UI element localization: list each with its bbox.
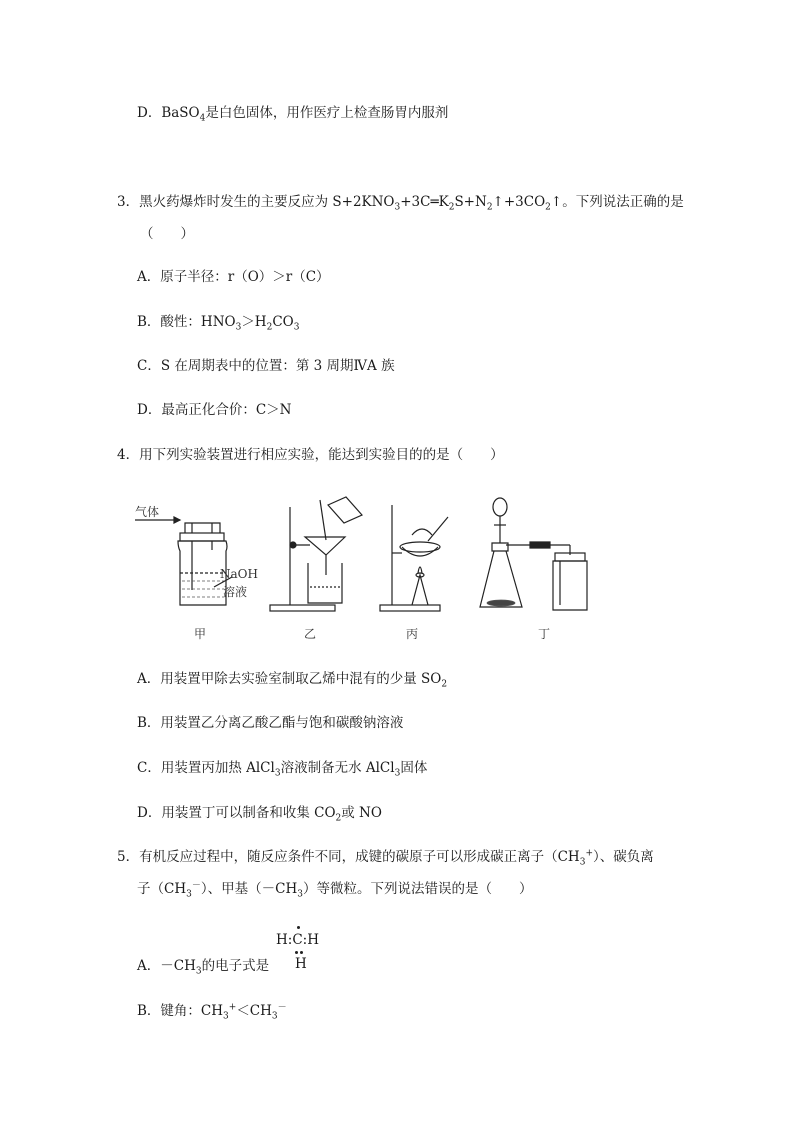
option-text: B．键角：CH: [137, 1003, 224, 1019]
stem-text: ）、碳负离: [592, 849, 654, 865]
subscript: 2: [448, 202, 455, 213]
q3-option-a: A．原子半径：r（O）＞r（C）: [137, 269, 330, 285]
apparatus-jia: [135, 517, 232, 605]
superscript: +: [228, 1002, 237, 1013]
option-text: CO: [272, 314, 294, 330]
stem-text: K: [438, 194, 449, 210]
q5-stem-line1: [117, 848, 654, 866]
option-text: 固体: [400, 760, 428, 776]
superscript: +: [585, 848, 593, 859]
q4-option-c: [137, 759, 427, 777]
subscript: 2: [266, 322, 273, 333]
lewis-dot-top: [297, 926, 300, 929]
option-text: D．用装置丁可以制备和收集 CO: [137, 805, 336, 821]
option-text: 溶液制备无水 AlCl: [280, 760, 395, 776]
apparatus-ding: [480, 498, 587, 610]
stem-text: ）等微粒。下列说法错误的是（ ）: [302, 881, 533, 897]
q3-paren: （ ）: [140, 226, 194, 242]
option-text: B．酸性：HNO: [137, 314, 236, 330]
label-jia: 甲: [194, 627, 207, 641]
label-gas: 气体: [135, 505, 160, 519]
superscript: －: [277, 1002, 287, 1013]
apparatus-svg: [130, 495, 610, 645]
subscript: 3: [195, 966, 202, 977]
q3-option-b: [137, 313, 299, 331]
lewis-row: H:C:H: [276, 932, 319, 948]
option-text: ＞H: [241, 314, 267, 330]
subscript: 3: [186, 889, 192, 900]
stem-text: 5．有机反应过程中，随反应条件不同，成键的碳原子可以形成碳正离子（CH: [117, 849, 580, 865]
option-text: ＜CH: [236, 1003, 272, 1019]
label-bing: 丙: [406, 627, 419, 641]
option-text: A．用装置甲除去实验室制取乙烯中混有的少量 SO: [137, 671, 442, 687]
label-ding: 丁: [538, 627, 551, 641]
label-solution: 溶液: [223, 585, 248, 599]
subscript: 3: [394, 202, 401, 213]
superscript: －: [191, 880, 201, 891]
subscript: 3: [579, 857, 586, 868]
subscript: 3: [293, 322, 300, 333]
lewis-dot-bottom-right: [300, 951, 303, 954]
q4-option-d: [137, 804, 382, 822]
stem-text: +3C: [400, 194, 431, 210]
stem-text: ）、甲基（－CH: [200, 881, 298, 897]
q4-option-b: B．用装置乙分离乙酸乙酯与饱和碳酸钠溶液: [137, 715, 404, 731]
option-text: 或 NO: [341, 805, 382, 821]
subscript: 3: [223, 1011, 229, 1022]
q5-option-a: [137, 957, 269, 975]
subscript: 2: [545, 202, 551, 213]
subscript: 2: [335, 813, 342, 824]
q3-stem: [117, 193, 684, 211]
lewis-structure-top: [276, 931, 319, 949]
stem-text: 3．黑火药爆炸时发生的主要反应为 S+2KNO: [117, 194, 395, 210]
subscript: 2: [486, 202, 493, 213]
apparatus-yi: [270, 497, 362, 611]
lewis-dot-bottom-left: [295, 951, 298, 954]
q4-apparatus-figure: [130, 495, 610, 645]
stem-text: 子（CH: [137, 881, 187, 897]
option-text: 是白色固体，用作医疗上检查肠胃内服剂: [205, 105, 449, 121]
subscript: 3: [394, 768, 401, 779]
subscript: 4: [199, 113, 206, 124]
subscript: 3: [271, 1011, 278, 1022]
option-text: A．－CH: [137, 958, 196, 974]
option-text: C．用装置丙加热 AlCl: [137, 760, 275, 776]
q5-option-b: [137, 1002, 287, 1020]
subscript: 3: [297, 889, 303, 900]
q4-option-a: [137, 670, 447, 688]
stem-text: ↑+3CO: [492, 194, 546, 210]
label-yi: 乙: [304, 627, 317, 641]
subscript: 3: [274, 768, 281, 779]
q4-stem: 4．用下列实验装置进行相应实验，能达到实验目的的是（ ）: [117, 447, 504, 463]
lewis-row: H: [295, 956, 307, 972]
option-text: 的电子式是: [201, 958, 270, 974]
equals-sign: ═: [430, 194, 439, 210]
lewis-structure-bottom: [295, 955, 307, 973]
apparatus-bing: [380, 505, 448, 611]
stem-text: ↑。下列说法正确的是: [550, 194, 684, 210]
q3-option-c: C．S 在周期表中的位置：第 3 周期ⅣA 族: [137, 358, 395, 374]
subscript: 2: [441, 679, 448, 690]
label-naoh: NaOH: [220, 567, 258, 581]
stem-text: S+N: [454, 194, 487, 210]
q3-option-d: D．最高正化合价：C＞N: [137, 402, 292, 418]
q2-option-d: [137, 104, 448, 122]
subscript: 3: [235, 322, 242, 333]
q5-stem-line2: [137, 880, 532, 898]
option-label: D．BaSO: [137, 105, 200, 121]
